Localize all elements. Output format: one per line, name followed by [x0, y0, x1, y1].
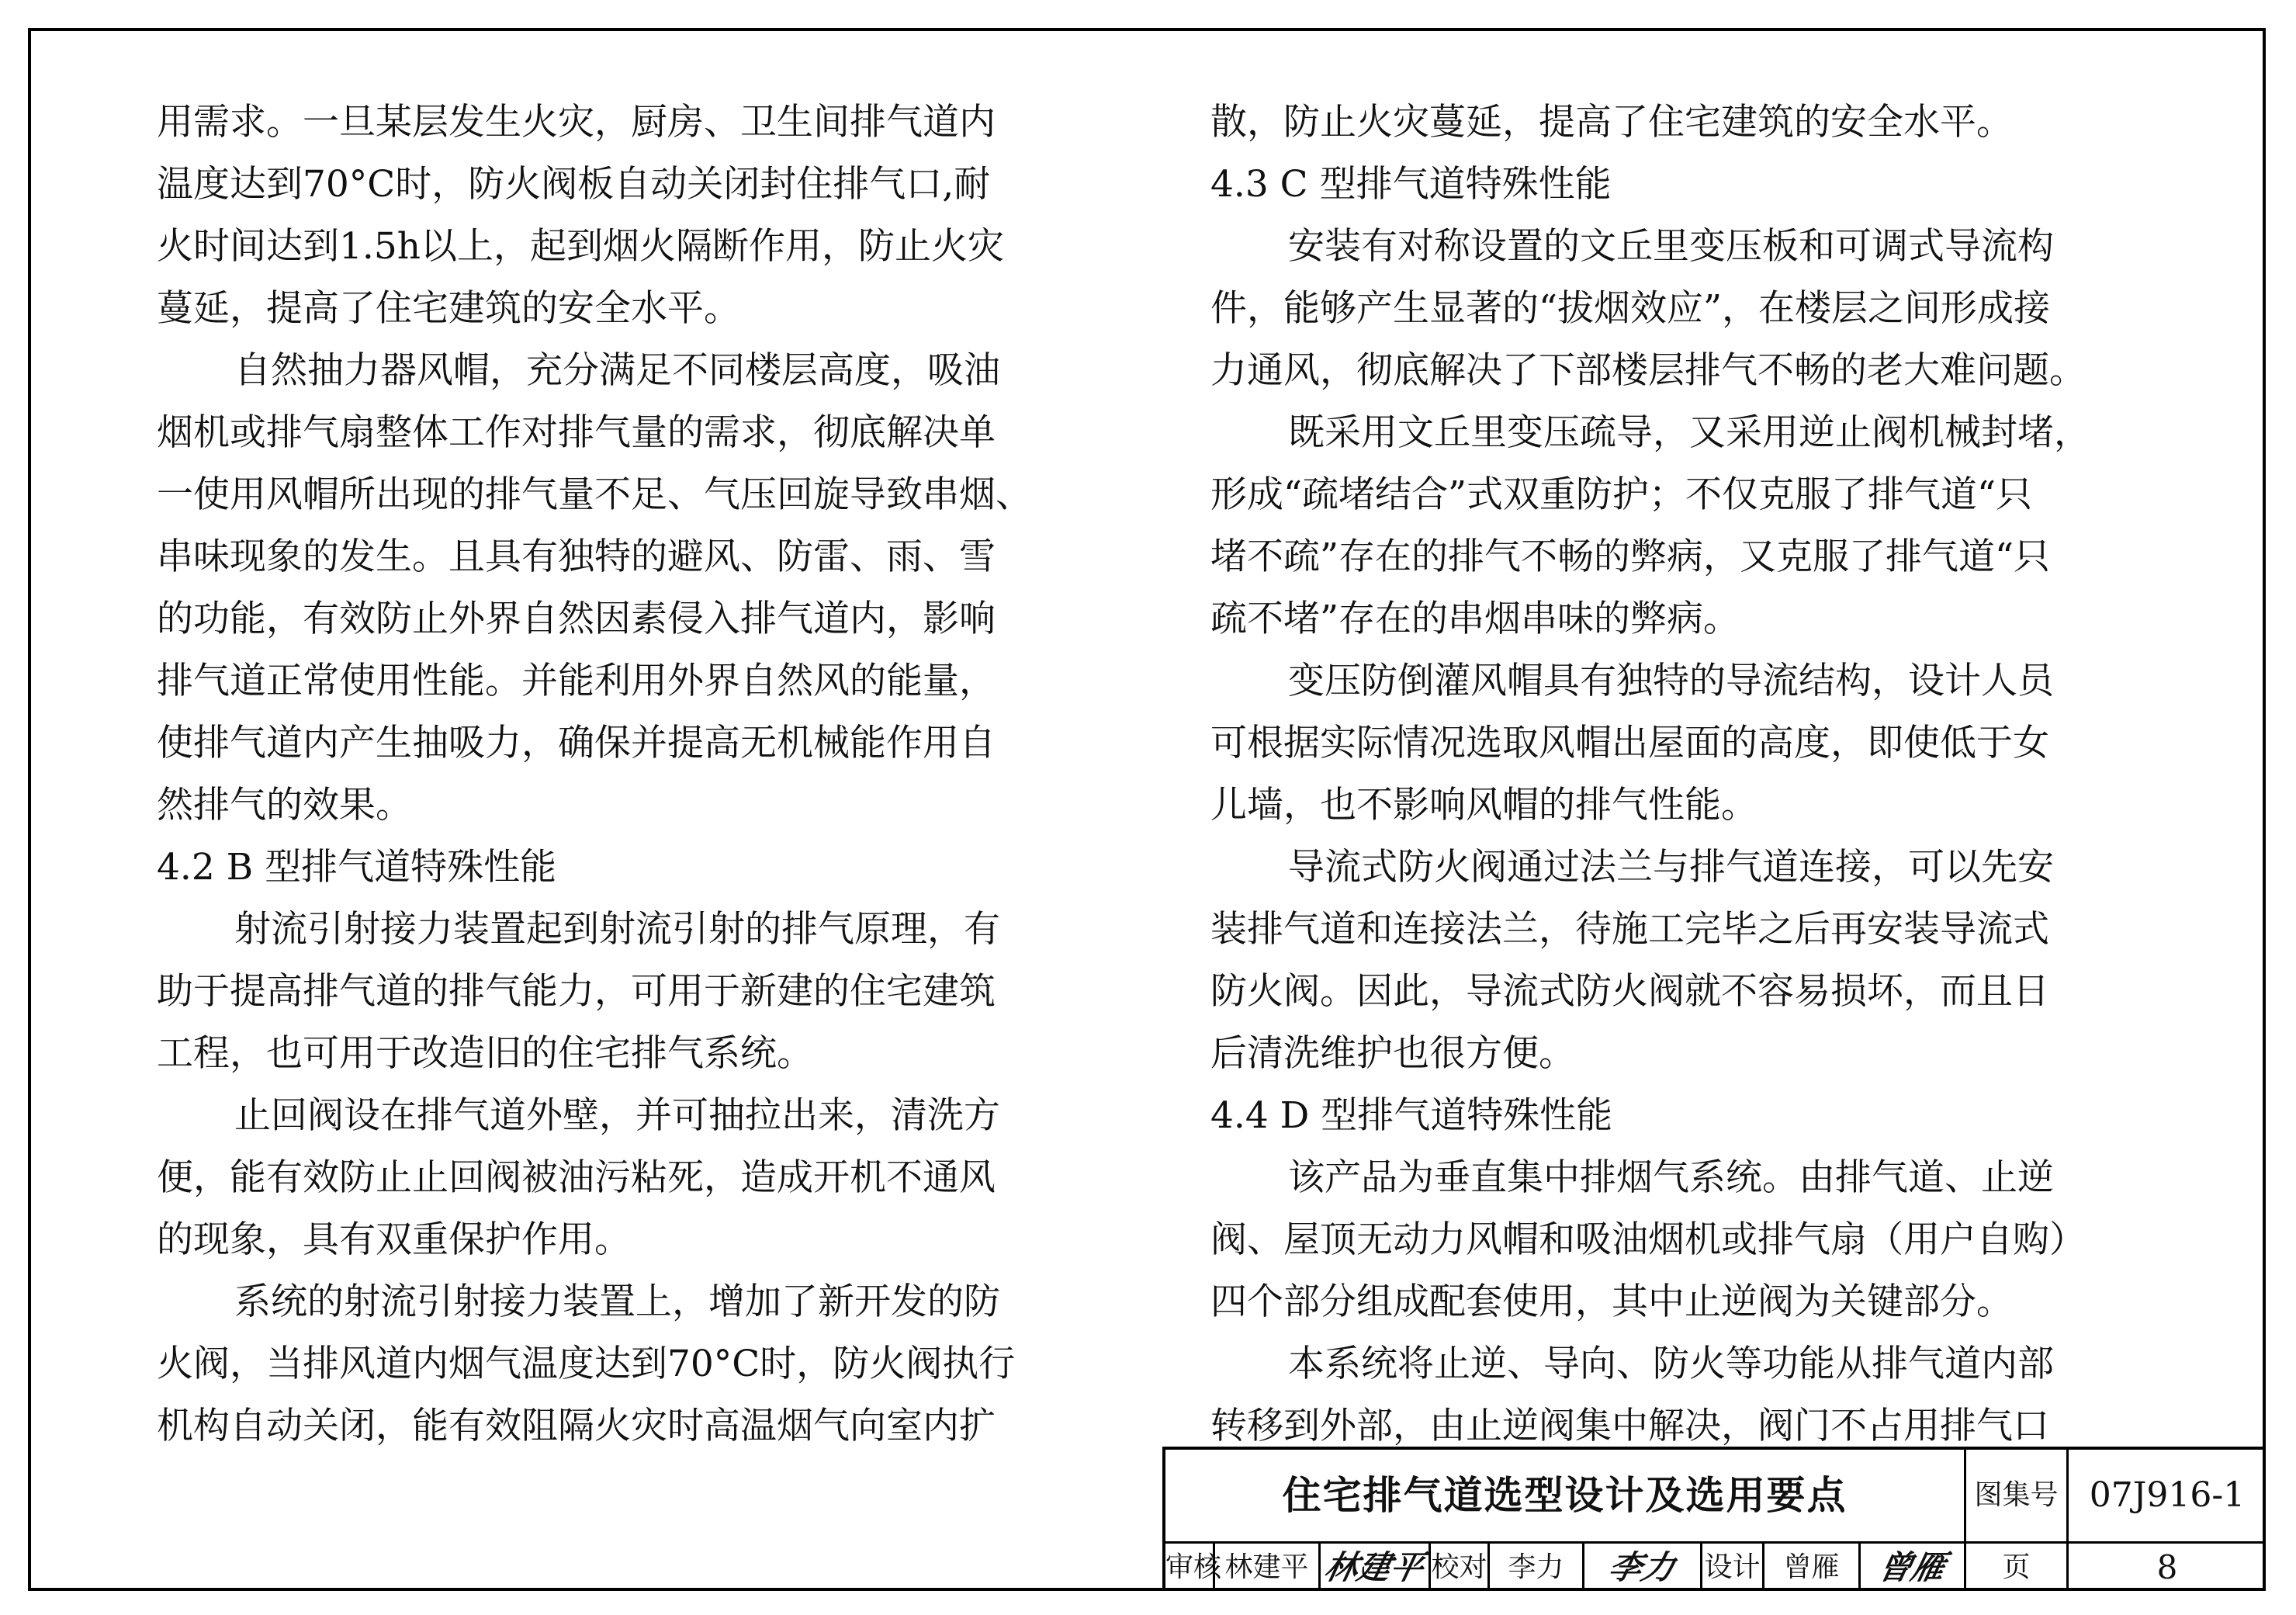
title-block-signature-row	[1165, 1544, 2266, 1591]
checker-name: 李力	[1490, 1544, 1584, 1591]
atlas-number-label: 图集号	[1966, 1450, 2069, 1541]
text-line: 可根据实际情况选取风帽出屋面的高度，即使低于女	[1210, 722, 2049, 764]
text-line: 一使用风帽所出现的排气量不足、气压回旋导致串烟、	[157, 473, 1032, 516]
atlas-number: 07J916-1	[2089, 1475, 2246, 1515]
text-line: 止回阀设在排气道外壁，并可抽拉出来，清洗方	[234, 1094, 1000, 1137]
left-text-column	[157, 92, 1072, 1457]
designer-name: 曾雁	[1764, 1544, 1861, 1591]
drawing-title: 住宅排气道选型设计及选用要点	[1165, 1450, 1966, 1541]
text-line: 使排气道内产生抽吸力，确保并提高无机械能作用自	[157, 722, 996, 764]
text-line: 既采用文丘里变压疏导，又采用逆止阀机械封堵，	[1288, 411, 2090, 454]
text-line: 4.4 D 型排气道特殊性能	[1210, 1094, 1613, 1137]
text-line: 四个部分组成配套使用，其中止逆阀为关键部分。	[1210, 1281, 2013, 1323]
text-line: 射流引射接力装置起到射流引射的排气原理，有	[234, 908, 1000, 951]
text-line: 系统的射流引射接力装置上，增加了新开发的防	[234, 1281, 1000, 1323]
text-line: 然排气的效果。	[157, 784, 412, 827]
text-line: 疏不堵”存在的串烟串味的弊病。	[1210, 598, 1740, 640]
check-label: 校对	[1431, 1544, 1490, 1591]
text-line: 堵不疏”存在的排气不畅的弊病，又克服了排气道“只	[1210, 535, 2051, 578]
text-line: 串味现象的发生。且具有独特的避风、防雷、雨、雪	[157, 535, 996, 578]
text-line: 后清洗维护也很方便。	[1210, 1032, 1575, 1075]
text-line: 便，能有效防止止回阀被油污粘死，造成开机不通风	[157, 1156, 996, 1199]
title-block	[1162, 1447, 2266, 1591]
text-line: 排气道正常使用性能。并能利用外界自然风的能量，	[157, 660, 996, 702]
text-line: 火时间达到1.5h以上，起到烟火隔断作用，防止火灾	[157, 225, 1005, 268]
checker-signature-text: 李力	[1605, 1548, 1679, 1586]
reviewer-name: 林建平	[1215, 1544, 1321, 1591]
text-line: 自然抽力器风帽，充分满足不同楼层高度，吸油	[234, 349, 1000, 392]
page-number: 8	[2156, 1548, 2178, 1586]
text-line: 变压防倒灌风帽具有独特的导流结构，设计人员	[1288, 660, 2054, 702]
text-line: 防火阀。因此，导流式防火阀就不容易损坏，而且日	[1210, 970, 2049, 1013]
text-line: 的功能，有效防止外界自然因素侵入排气道内，影响	[157, 598, 996, 640]
text-line: 安装有对称设置的文丘里变压板和可调式导流构	[1288, 225, 2054, 268]
text-line: 用需求。一旦某层发生火灾，厨房、卫生间排气道内	[157, 101, 996, 144]
review-label: 审核	[1165, 1544, 1215, 1591]
text-line: 阀、屋顶无动力风帽和吸油烟机或排气扇（用户自购）	[1210, 1218, 2086, 1261]
text-line: 装排气道和连接法兰，待施工完毕之后再安装导流式	[1210, 908, 2049, 951]
text-line: 4.3 C 型排气道特殊性能	[1210, 163, 1612, 206]
text-line: 蔓延，提高了住宅建筑的安全水平。	[157, 287, 740, 330]
text-line: 工程，也可用于改造旧的住宅排气系统。	[157, 1032, 813, 1075]
design-label: 设计	[1702, 1544, 1764, 1591]
page-label: 页	[1966, 1544, 2069, 1591]
text-line: 本系统将止逆、导向、防火等功能从排气道内部	[1288, 1343, 2054, 1385]
reviewer-signature-text: 林建平	[1321, 1548, 1428, 1586]
text-line: 烟机或排气扇整体工作对排气量的需求，彻底解决单	[157, 411, 996, 454]
title-block-top-row	[1165, 1450, 2266, 1544]
text-line: 温度达到70°C时，防火阀板自动关闭封住排气口,耐	[157, 163, 991, 206]
text-line: 4.2 B 型排气道特殊性能	[157, 846, 557, 889]
text-line: 件，能够产生显著的“拔烟效应”，在楼层之间形成接	[1210, 287, 2051, 330]
checker-signature	[1584, 1544, 1702, 1591]
text-line: 该产品为垂直集中排烟气系统。由排气道、止逆	[1288, 1156, 2054, 1199]
designer-signature-text: 曾雁	[1875, 1548, 1949, 1586]
text-line: 形成“疏堵结合”式双重防护；不仅克服了排气道“只	[1210, 473, 2033, 516]
right-text-column	[1210, 92, 2134, 1457]
text-line: 儿墙，也不影响风帽的排气性能。	[1210, 784, 1757, 827]
text-line: 机构自动关闭，能有效阻隔火灾时高温烟气向室内扩	[157, 1405, 996, 1447]
text-line: 的现象，具有双重保护作用。	[157, 1218, 631, 1261]
reviewer-signature	[1321, 1544, 1431, 1591]
designer-signature	[1861, 1544, 1966, 1591]
text-line: 散，防止火灾蔓延，提高了住宅建筑的安全水平。	[1210, 101, 2013, 144]
text-line: 助于提高排气道的排气能力，可用于新建的住宅建筑	[157, 970, 996, 1013]
text-line: 导流式防火阀通过法兰与排气道连接，可以先安	[1288, 846, 2054, 889]
text-line: 火阀，当排风道内烟气温度达到70°C时，防火阀执行	[157, 1343, 1016, 1385]
text-line: 转移到外部，由止逆阀集中解决，阀门不占用排气口	[1210, 1405, 2049, 1447]
text-line: 力通风，彻底解决了下部楼层排气不畅的老大难问题。	[1210, 349, 2086, 392]
